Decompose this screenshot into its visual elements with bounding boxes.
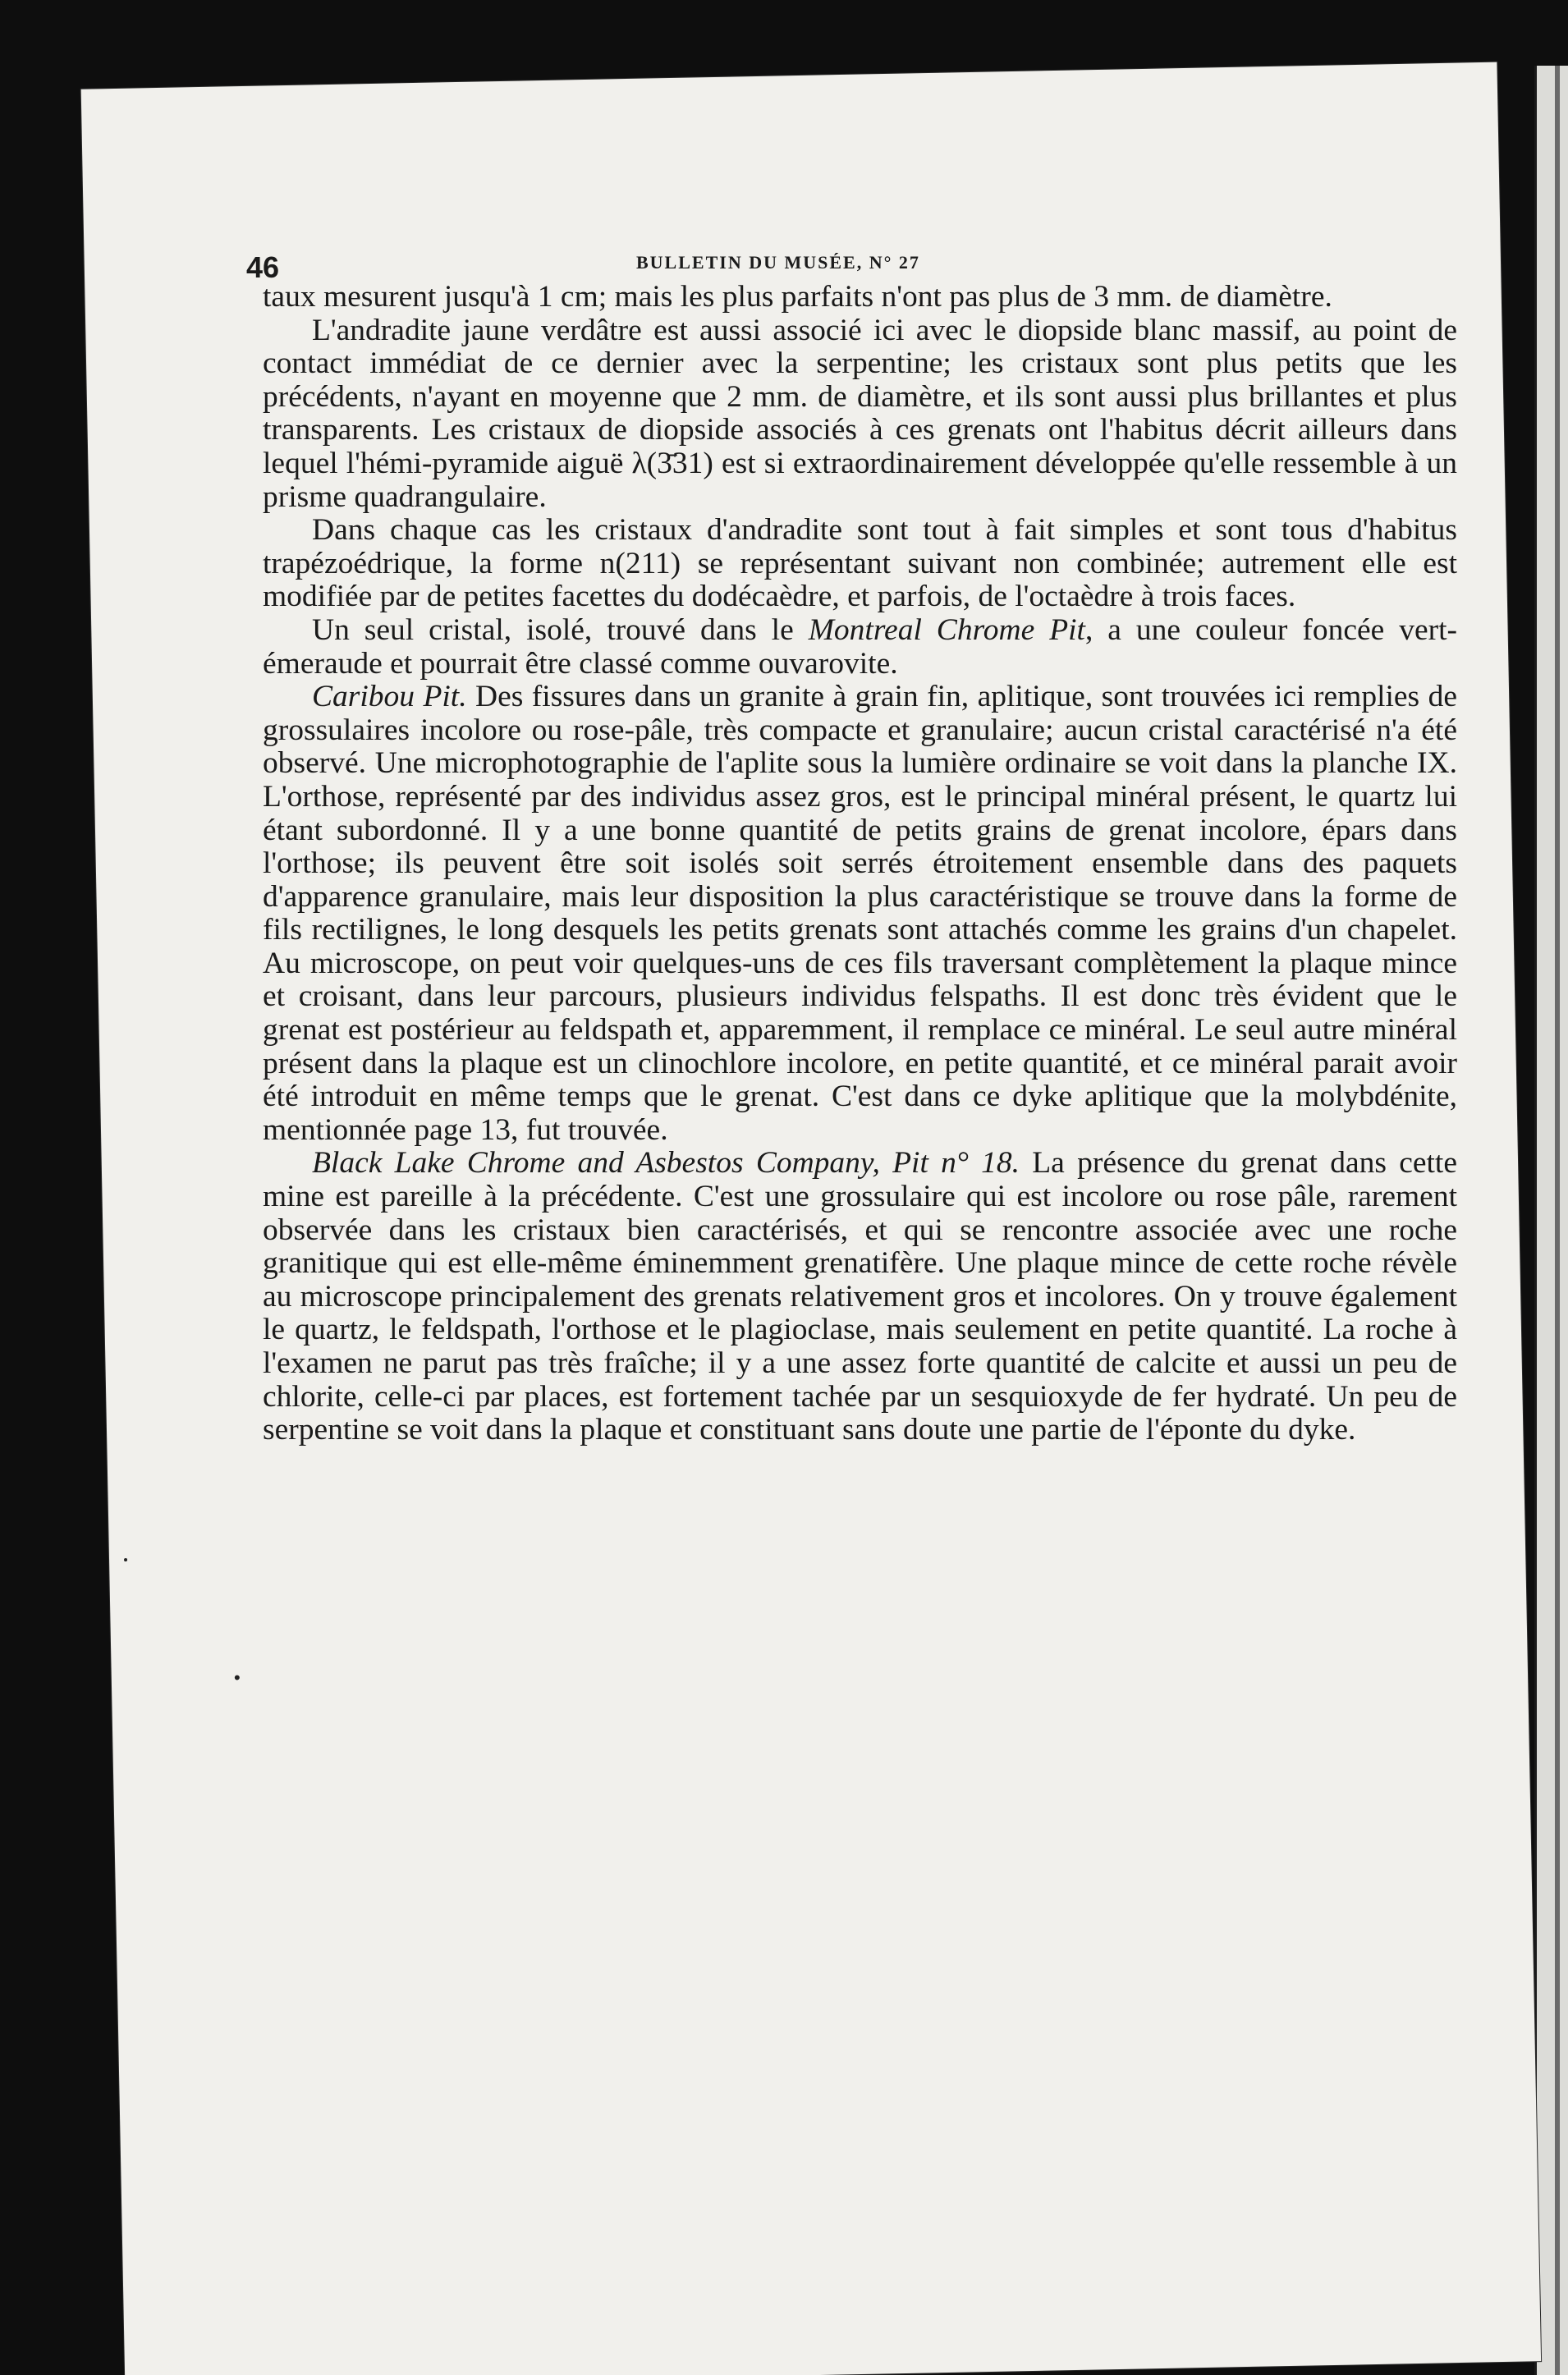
scan-speck bbox=[124, 1558, 127, 1561]
paragraph bbox=[263, 1147, 1457, 1447]
scan-speck bbox=[235, 1675, 240, 1680]
paragraph bbox=[263, 681, 1457, 1147]
paragraph-text: Un seul cristal, isolé, trouvé dans le bbox=[312, 612, 809, 647]
italic-text: Caribou Pit. bbox=[312, 680, 467, 714]
paragraph-text: Dans chaque cas les cristaux d'andradite sont tout à fait simples et sont tous d'habitus trapézoédrique, la forme n(211) se représentant suivant non combinée; autrement elle est modifiée par de petites facettes du dodécaèdre, et parfois, de l'octaèdre à trois faces. bbox=[263, 513, 1457, 614]
page-number: 46 bbox=[246, 250, 280, 284]
body-text bbox=[263, 281, 1457, 1447]
facing-page-shadow bbox=[1555, 66, 1560, 2375]
paragraph bbox=[263, 614, 1457, 681]
paragraph-text: L'andradite jaune verdâtre est aussi associé ici avec le diopside blanc massif, au point de contact immédiat de ce dernier avec la serpentine; les cristaux sont plus petits que les précédents, n'ayant en moyenne que 2 mm. de diamètre, et ils sont aussi plus brillantes et plus transparents. Les cristaux de diopside associés à ces grenats ont l'habitus décrit ailleurs dans lequel l'hémi-pyramide aiguë λ(3̄31) est si extraordinairement développée qu'elle ressemble à un prisme quadrangulaire. bbox=[263, 313, 1457, 514]
paragraph-text: Des fissures dans un granite à grain fin, aplitique, sont trouvées ici remplies de grossulaires incolore ou rose-pâle, très compacte et granulaire; aucun cristal caractérisé n'a été observé. Une microphotographie de l'aplite sous la lumière ordinaire se voit dans la planche IX. L'orthose, représenté par des individus assez gros, est le principal minéral présent, le quartz lui étant subordonné. Il y a une bonne quantité de petits grains de grenat incolore, épars dans l'orthose; ils peuvent être soit isolés soit serrés étroitement ensemble dans des paquets d'apparence granulaire, mais leur disposition la plus caractéristique se trouve dans la forme de fils rectilignes, le long desquels les petits grenats sont attachés comme les grains d'un chapelet. Au microscope, on peut voir quelques-uns de ces fils traversant complètement la plaque mince et croisant, dans leur parcours, plusieurs individus felspaths. Il est donc très évident que le grenat est postérieur au feldspath et, apparemment, il remplace ce minéral. Le seul autre minéral présent dans la plaque est un clinochlore incolore, en petite quantité, et ce minéral parait avoir été introduit en même temps que le grenat. C'est dans ce dyke aplitique que la molybdénite, mentionnée page 13, fut trouvée. bbox=[263, 680, 1457, 1147]
paragraph bbox=[263, 281, 1457, 314]
italic-text: Montreal Chrome Pit bbox=[808, 612, 1085, 647]
paragraph-text: taux mesurent jusqu'à 1 cm; mais les plus parfaits n'ont pas plus de 3 mm. de diamètre. bbox=[263, 280, 1332, 314]
running-head: BULLETIN DU MUSÉE, N° 27 bbox=[636, 252, 920, 273]
paragraph bbox=[263, 314, 1457, 515]
italic-text: Black Lake Chrome and Asbestos Company, Pit n° 18. bbox=[312, 1146, 1020, 1181]
paragraph-text: La présence du grenat dans cette mine est pareille à la précédente. C'est une grossulaire qui est incolore ou rose pâle, rarement observée dans les cristaux bien caractérisés, et qui se rencontre associée avec une roche granitique qui est elle-même éminemment grenatifère. Une plaque mince de cette roche révèle au microscope principalement des grenats relativement gros et incolores. On y trouve également le quartz, le feldspath, l'orthose et le plagioclase, mais seulement en petite quantité. La roche à l'examen ne parut pas très fraîche; il y a une assez forte quantité de calcite et aussi un peu de chlorite, celle-ci par places, est fortement tachée par un sesquioxyde de fer hydraté. Un peu de serpentine se voit dans la plaque et constituant sans doute une partie de l'éponte du dyke. bbox=[263, 1146, 1457, 1447]
paragraph bbox=[263, 514, 1457, 614]
facing-page-edge bbox=[1534, 66, 1568, 2375]
paragraph-text: , a une couleur foncée vert-émeraude et pourrait être classé comme ouvarovite. bbox=[263, 612, 1458, 681]
